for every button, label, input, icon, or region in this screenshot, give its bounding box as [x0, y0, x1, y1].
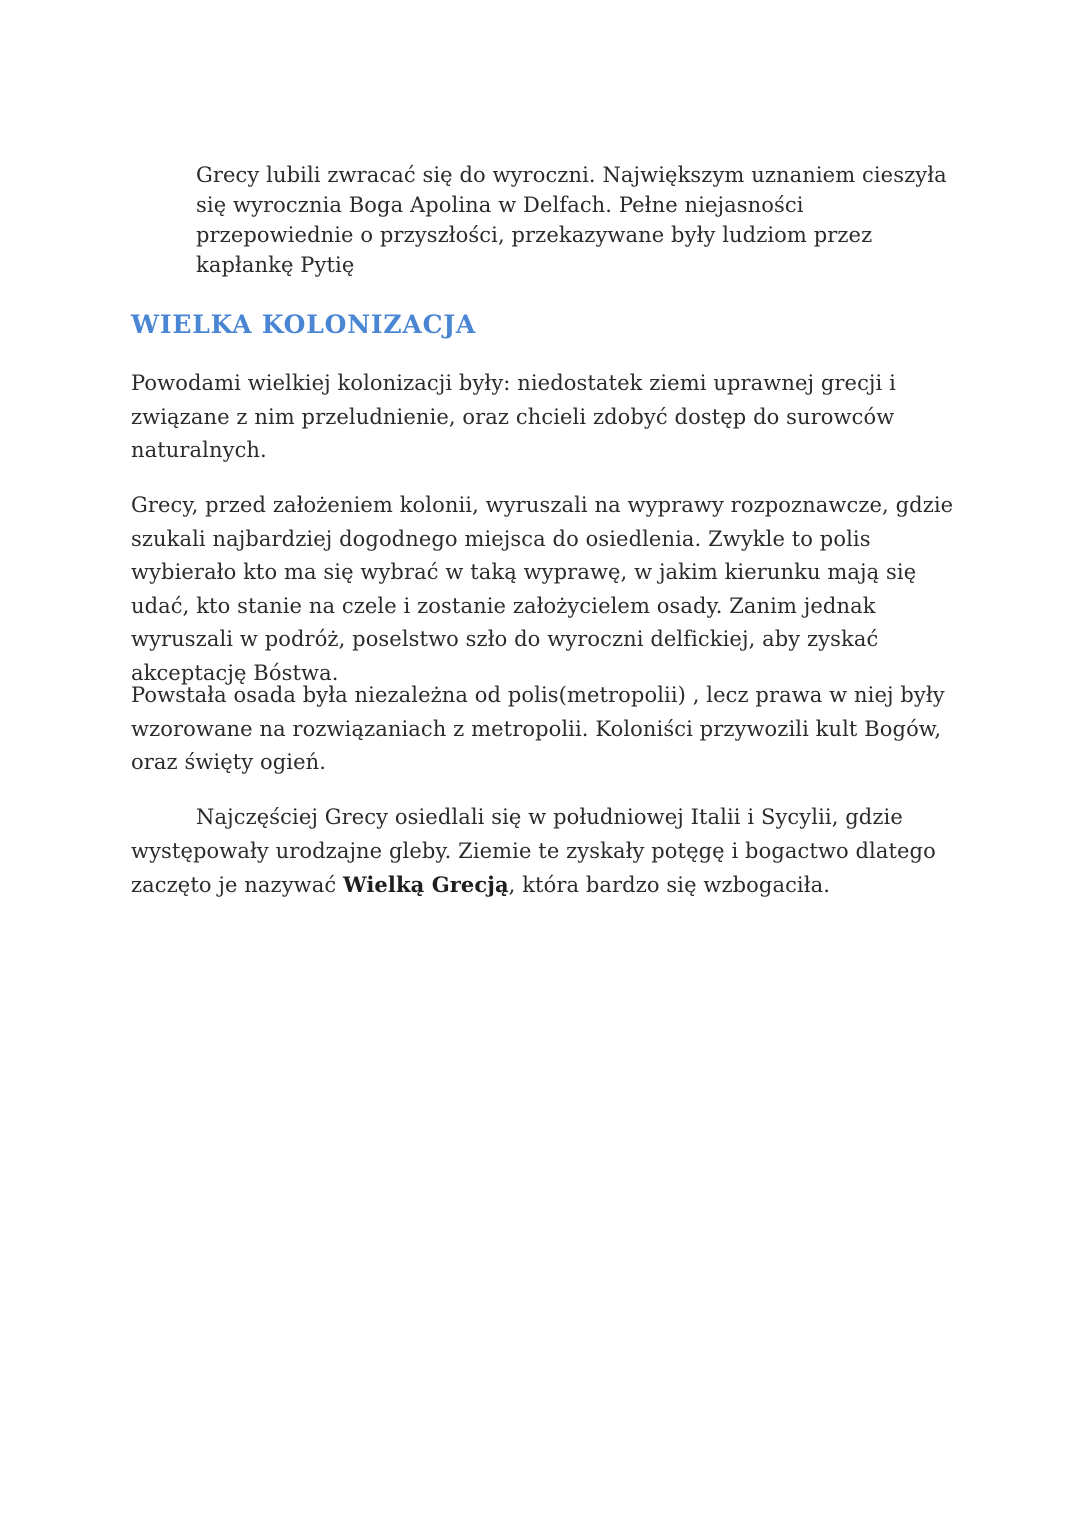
paragraph-text-after: , która bardzo się wzbogaciła. [508, 873, 831, 897]
paragraph-settlement: Powstała osada była niezależna od polis(metropolii) , lecz prawa w niej były wzorowane na rozwiązaniach z metropolii. Koloniści przywozili kult Bogów, oraz święty ogień. [131, 683, 945, 774]
paragraph-expeditions: Grecy, przed założeniem kolonii, wyruszali na wyprawy rozpoznawcze, gdzie szukali najbardziej dogodnego miejsca do osiedlenia. Zwykle to polis wybierało kto ma się wybrać w taką wyprawę, w jakim kierunku mają się udać, kto stanie na czele i zostanie założycielem osady. Zanim jednak wyruszali w podróż, poselstwo szło do wyroczni delfickiej, aby zyskać akceptację Bóstwa. [131, 493, 954, 685]
intro-paragraph: Grecy lubili zwracać się do wyroczni. Największym uznaniem cieszyła się wyrocznia Boga Apolina w Delfach. Pełne niejasności przepowiednie o przyszłości, przekazywane były ludziom przez kapłankę Pytię [196, 163, 947, 277]
paragraph-text-before: Najczęściej Grecy osiedlali się w południowej Italii i Sycylii, gdzie występowały urodzajne gleby. Ziemie te zyskały potęgę i bogactwo dlatego zaczęto je nazywać [131, 805, 936, 897]
bold-term-wielka-grecja: Wielką Grecją [343, 872, 509, 897]
paragraph-magna-graecia [131, 801, 961, 903]
paragraph-causes: Powodami wielkiej kolonizacji były: niedostatek ziemi uprawnej grecji i związane z nim przeludnienie, oraz chcieli zdobyć dostęp do surowców naturalnych. [131, 371, 896, 462]
section-heading: WIELKA KOLONIZACJA [131, 310, 477, 339]
